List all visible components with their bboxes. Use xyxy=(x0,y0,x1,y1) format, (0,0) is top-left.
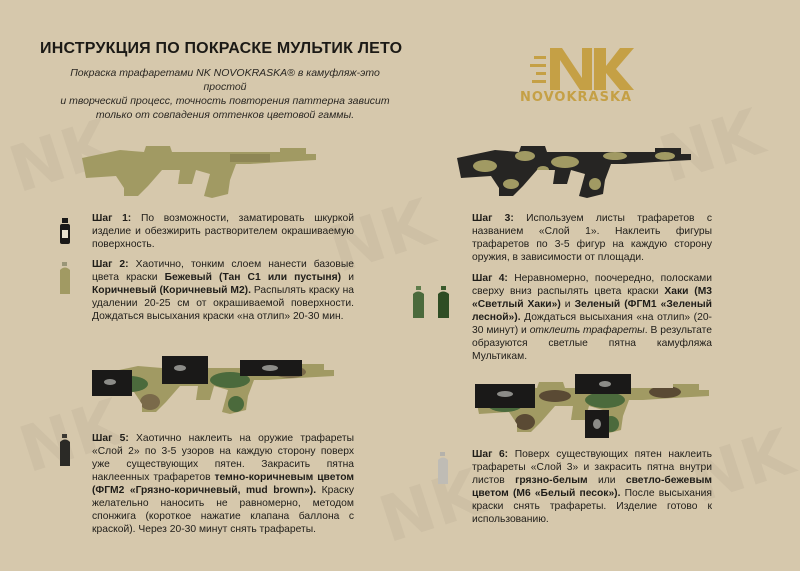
step-label: Шаг 5: xyxy=(92,433,129,444)
step-text: Дождаться высыхания «на отлип» (20-30 минут) и xyxy=(472,312,712,336)
spray-can-dark-icon xyxy=(58,434,72,466)
intro-line: Покраска трафаретами NK NOVOKRASKA® в камуфляж-это простой xyxy=(70,67,380,93)
rifle-multicam-layer3 xyxy=(465,370,725,450)
spray-cans-green-icon xyxy=(410,286,460,318)
paint-color: Хаки (М3 «Светлый Хаки») xyxy=(472,286,712,310)
paint-color: Коричневый (Коричневый М2). xyxy=(92,285,251,296)
solvent-bottle-icon xyxy=(58,218,72,244)
step-label: Шаг 1: xyxy=(92,213,132,224)
step-text: Неравномерно, поочередно, полосками сверху вниз распылять цвета краски xyxy=(472,273,712,297)
step-1 xyxy=(92,212,354,251)
step-label: Шаг 3: xyxy=(472,213,514,224)
page-title: ИНСТРУКЦИЯ ПО ПОКРАСКЕ МУЛЬТИК ЛЕТО xyxy=(40,40,403,57)
step-text: Хаотично наклеить на оружие трафареты «Слой 2» по 3-5 узоров на каждую сторону поверх уже существующих пятен. Закрасить пятна наклеенных трафаретов xyxy=(92,433,354,483)
step-4 xyxy=(472,272,712,363)
step-2 xyxy=(92,258,354,323)
step-6 xyxy=(472,448,712,526)
step-text: По возможности, заматировать шкуркой изделие и обезжирить растворителем окрашиваемую поверхность. xyxy=(92,213,354,250)
logo-text: NOVOKRASKA xyxy=(520,90,633,105)
paint-color: Зеленый (ФГМ1 «Зеленый лесной»). xyxy=(472,299,712,323)
step-label: Шаг 6: xyxy=(472,449,509,460)
intro-line: и творческий процесс, точность повторения паттерна зависит xyxy=(60,95,390,107)
step-text: Распылять краску на удалении 20-25 см от окрашиваемой поверхности. Дождаться высыхания краски «на отлип» 20-30 мин. xyxy=(92,285,354,322)
rifle-base-coat xyxy=(80,140,320,212)
step-3 xyxy=(472,212,712,264)
step-text: и xyxy=(348,272,354,283)
intro-text xyxy=(55,66,395,122)
step-text: Используем листы трафаретов с названием «Слой 1». Наклеить фигуры трафаретов по 3-5 фигур на каждую сторону оружия, в зависимости от площади. xyxy=(472,213,712,263)
step-text: отклеить трафареты xyxy=(529,325,645,336)
step-5 xyxy=(92,432,354,536)
paint-color: темно-коричневым цветом (ФГМ2 «Грязно-коричневый, mud brown»). xyxy=(92,472,354,496)
step-text: После высыхания краски снять трафареты. Изделие готово к использованию. xyxy=(472,488,712,525)
intro-line: только от совпадения оттенков цветовой гаммы. xyxy=(95,109,355,121)
step-label: Шаг 4: xyxy=(472,273,508,284)
spray-can-light-icon xyxy=(436,452,450,484)
step-text: . В результате образуются светлые пятна камуфляжа Мультикам. xyxy=(472,325,712,362)
spray-can-icon xyxy=(58,262,72,294)
step-text: Хаотично, тонким слоем нанести базовые цвета краски xyxy=(92,259,354,283)
step-text: и xyxy=(564,299,571,310)
step-text: Краску желательно наносить не равномерно, методом спонжига (короткое нажатие клапана баллона с краской). Через 20-30 минут снять трафареты. xyxy=(92,485,354,535)
paint-color: светло-бежевым цветом (М6 «Белый песок»). xyxy=(472,475,712,499)
paint-color: Бежевый (Тан С1 или пустыня) xyxy=(164,272,342,283)
paint-color: грязно-белым xyxy=(515,475,588,486)
rifle-multicam-layer2 xyxy=(90,350,350,430)
rifle-stencils-layer1 xyxy=(455,140,695,212)
step-text: или xyxy=(597,475,616,486)
step-text: Поверх существующих пятен наклеить трафареты «Слой 3» и закрасить пятна внутри листов xyxy=(472,449,712,486)
step-label: Шаг 2: xyxy=(92,259,129,270)
